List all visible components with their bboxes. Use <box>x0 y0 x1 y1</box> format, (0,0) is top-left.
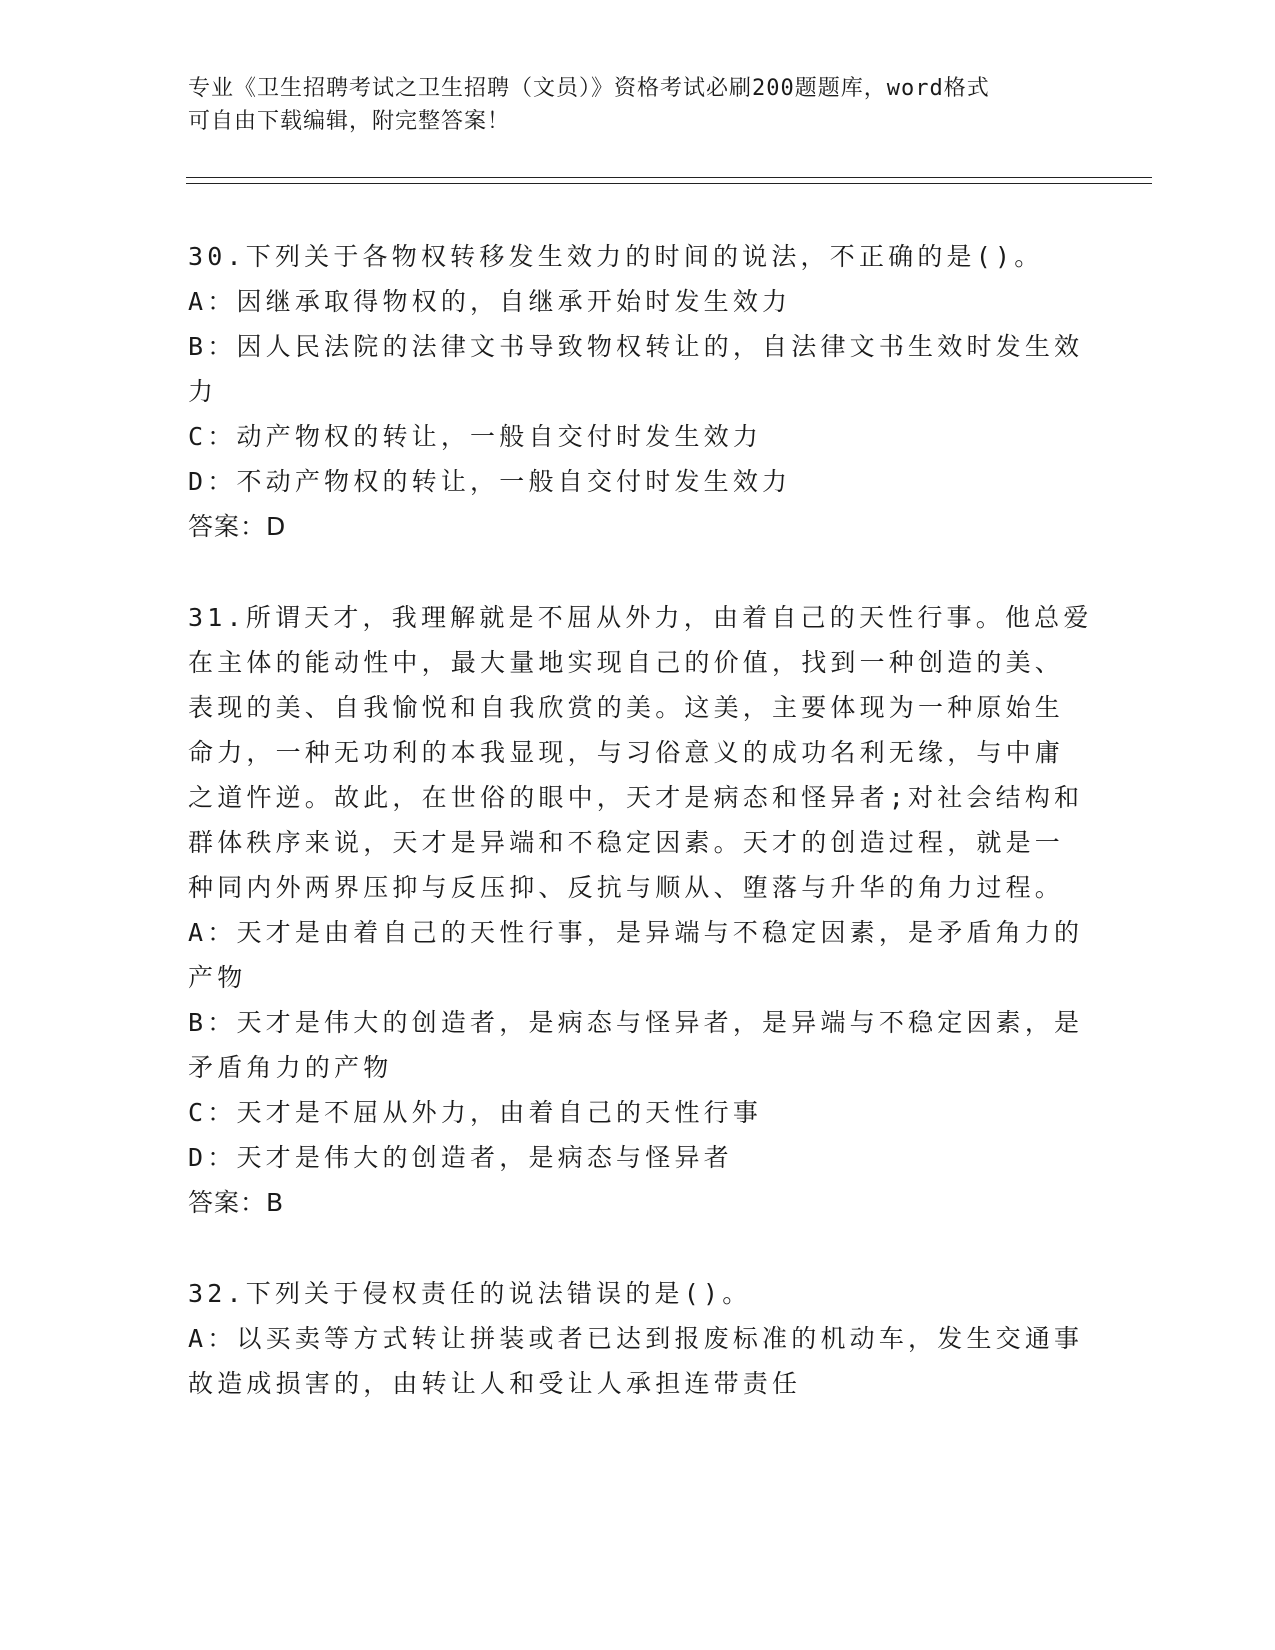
header-line-1: 专业《卫生招聘考试之卫生招聘（文员）》资格考试必刷200题题库，word格式 <box>188 76 990 101</box>
question-32-stem: 32.下列关于侵权责任的说法错误的是()。 <box>188 1279 752 1308</box>
question-list <box>188 234 1093 1406</box>
question-31-option-a: A：天才是由着自己的天性行事，是异端与不稳定因素，是矛盾角力的 <box>188 918 1084 947</box>
question-30 <box>188 234 1088 549</box>
question-31-stem-6: 群体秩序来说，天才是异端和不稳定因素。天才的创造过程，就是一 <box>188 828 1065 857</box>
question-31-option-d: D：天才是伟大的创造者，是病态与怪异者 <box>188 1143 733 1172</box>
question-32 <box>188 1271 1088 1406</box>
question-31-option-c: C：天才是不屈从外力，由着自己的天性行事 <box>188 1098 763 1127</box>
header-rule-bottom <box>186 183 1152 184</box>
document-header <box>188 72 1068 138</box>
question-31-option-a-cont: 产物 <box>188 963 247 992</box>
question-30-option-a: A：因继承取得物权的，自继承开始时发生效力 <box>188 287 792 316</box>
question-31-option-b: B：天才是伟大的创造者，是病态与怪异者，是异端与不稳定因素，是 <box>188 1008 1084 1037</box>
question-32-option-a: A：以买卖等方式转让拼装或者已达到报废标准的机动车，发生交通事 <box>188 1324 1084 1353</box>
question-31 <box>188 595 1093 1225</box>
question-31-stem-4: 命力，一种无功利的本我显现，与习俗意义的成功名利无缘，与中庸 <box>188 738 1065 767</box>
question-gap <box>188 1225 1088 1271</box>
question-31-answer: 答案：B <box>188 1188 285 1217</box>
question-31-stem-1: 31.所谓天才，我理解就是不屈从外力，由着自己的天性行事。他总爱 <box>188 603 1093 632</box>
question-30-option-c: C：动产物权的转让，一般自交付时发生效力 <box>188 422 763 451</box>
question-31-stem-2: 在主体的能动性中，最大量地实现自己的价值，找到一种创造的美、 <box>188 648 1065 677</box>
question-30-option-b-cont: 力 <box>188 377 218 406</box>
question-30-option-d: D：不动产物权的转让，一般自交付时发生效力 <box>188 467 792 496</box>
question-30-option-b: B：因人民法院的法律文书导致物权转让的，自法律文书生效时发生效 <box>188 332 1084 361</box>
header-rule-top <box>186 177 1152 178</box>
question-31-stem-3: 表现的美、自我愉悦和自我欣赏的美。这美，主要体现为一种原始生 <box>188 693 1065 722</box>
question-30-answer: 答案：D <box>188 512 287 541</box>
question-31-stem-7: 种同内外两界压抑与反压抑、反抗与顺从、堕落与升华的角力过程。 <box>188 873 1065 902</box>
question-30-stem: 30.下列关于各物权转移发生效力的时间的说法，不正确的是()。 <box>188 242 1044 271</box>
question-31-stem-5: 之道忤逆。故此，在世俗的眼中，天才是病态和怪异者;对社会结构和 <box>188 783 1084 812</box>
question-gap <box>188 549 1088 595</box>
header-line-2: 可自由下载编辑，附完整答案！ <box>188 109 511 134</box>
question-32-option-a-cont: 故造成损害的，由转让人和受让人承担连带责任 <box>188 1369 802 1398</box>
question-31-option-b-cont: 矛盾角力的产物 <box>188 1053 393 1082</box>
